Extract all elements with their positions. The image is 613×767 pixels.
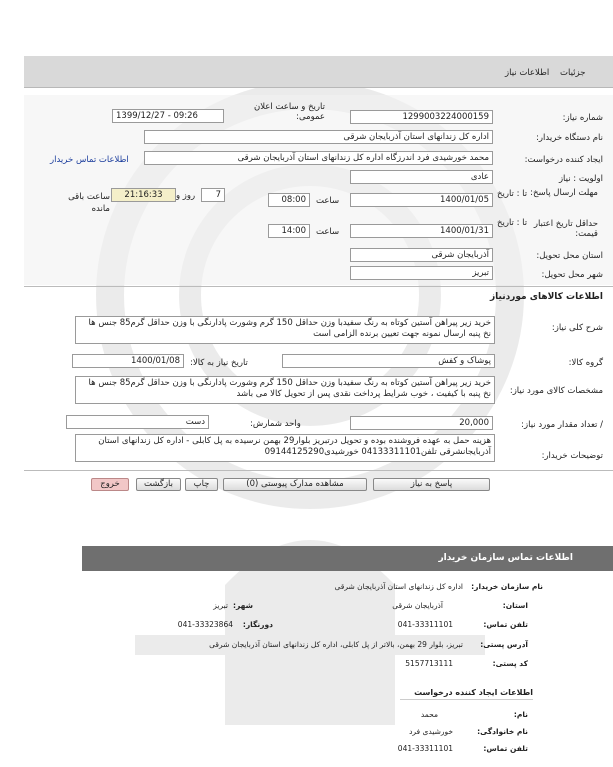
reply-button[interactable]: پاسخ به نیاز (373, 478, 490, 491)
buyer-org-field: اداره کل زندانهای استان آذربایجان شرقی (144, 130, 493, 144)
deadline-to-date-label: تا : تاریخ (497, 189, 528, 199)
creator-section-title: اطلاعات ایجاد کننده درخواست (414, 688, 533, 697)
contact-fax-label: دورنگار: (242, 620, 273, 629)
buyer-org-label: نام دستگاه خریدار: (536, 133, 603, 143)
validity-label: حداقل تاریخ اعتبار قیمت: (533, 219, 598, 239)
attachments-button[interactable]: مشاهده مدارک پیوستی (0) (223, 478, 367, 491)
province-field: آذربایجان شرقی (350, 248, 493, 262)
contact-phone-label: تلفن تماس: (483, 620, 528, 629)
deadline-time-field: 08:00 (268, 193, 310, 207)
validity-to-date-label: تا : تاریخ (497, 218, 528, 228)
creator-family-label: نام خانوادگی: (477, 727, 528, 736)
goods-spec-label: مشخصات کالای مورد نیاز: (509, 386, 603, 396)
creator-name-label: نام: (513, 710, 528, 719)
contact-address-label: آدرس پستی: (480, 640, 528, 649)
contact-buyer-link[interactable]: اطلاعات تماس خریدار (50, 155, 129, 165)
creator-family-value: خورشیدی فرد (409, 727, 453, 736)
contact-section-title: اطلاعات تماس سازمان خریدار (438, 553, 573, 563)
need-number-field: 1299003224000159 (350, 110, 493, 124)
city-label: شهر محل تحویل: (541, 270, 603, 280)
validity-time-field: 14:00 (268, 224, 310, 238)
creator-phone-value: 041-33311101 (397, 744, 453, 753)
remaining-label: ساعت باقی مانده (68, 192, 110, 214)
contact-postal-value: 5157713111 (405, 659, 453, 668)
need-number-label: شماره نیاز: (562, 113, 603, 123)
goods-group-label: گروه کالا: (568, 358, 603, 368)
contact-org-value: اداره کل زندانهای استان آذربایجان شرقی (334, 582, 463, 591)
contact-postal-label: کد پستی: (492, 659, 528, 668)
contact-phone-value: 041-33311101 (397, 620, 453, 629)
contact-city-label: شهر: (233, 601, 253, 610)
contact-province-label: استان: (502, 601, 528, 610)
announce-label: تاریخ و ساعت اعلان عمومی: (253, 102, 325, 122)
days-field: 7 (201, 188, 225, 202)
goods-divider (24, 286, 613, 287)
priority-field: عادی (350, 170, 493, 184)
announce-field: 1399/12/27 - 09:26 (112, 109, 224, 123)
unit-label: واحد شمارش: (250, 419, 301, 429)
creator-label: ایجاد کننده درخواست: (524, 155, 603, 165)
contact-address-value: تبریز، بلوار 29 بهمن، بالاتر از پل کابلی، اداره کل زندانهای استان آذربایجان شرقی (209, 640, 463, 649)
tab-need-info[interactable]: اطلاعات نیاز (505, 68, 550, 78)
notes-field: هزینه حمل به عهده فروشنده بوده و تحویل درتبریز بلوار29 بهمن نرسیده به پل کابلی - اداره کل زندانهای استان آذربایجانشرقی تلفن04133311101 خورشیدی09144125290 (75, 434, 495, 462)
back-button[interactable]: بازگشت (136, 478, 181, 491)
deadline-label: مهلت ارسال پاسخ: (530, 188, 598, 198)
province-label: استان محل تحویل: (536, 251, 603, 261)
goods-spec-field: خرید زیر پیراهن آستین کوتاه به رنگ سفیدبا وزن حداقل 150 گرم وشورت پادارنگی با وزن حداقل گرم85 جنس ها نخ پنبه با کیفیت ، خوب شرایط پرداخت نقدی پس از تحویل کالا می باشد (75, 376, 495, 404)
validity-time-label: ساعت (316, 227, 340, 237)
need-date-label: تاریخ نیاز به کالا: (190, 358, 248, 368)
notes-label: توضیحات خریدار: (541, 451, 603, 461)
creator-phone-label: تلفن تماس: (483, 744, 528, 753)
priority-label: اولویت : نیاز (558, 174, 603, 184)
creator-name-value: محمد (420, 710, 438, 719)
contact-province-value: آذربایجان شرقی (392, 601, 443, 610)
unit-field: دست (66, 415, 209, 429)
need-date-field: 1400/01/08 (72, 354, 184, 368)
remaining-time-field: 21:16:33 (111, 188, 176, 202)
contact-fax-value: 041-33323864 (177, 620, 233, 629)
validity-date-field: 1400/01/31 (350, 224, 493, 238)
contact-city-value: تبریز (213, 601, 228, 610)
deadline-time-label: ساعت (316, 196, 340, 206)
goods-desc-field: خرید زیر پیراهن آستین کوتاه به رنگ سفیدبا وزن حداقل 150 گرم وشورت پادارنگی با وزن حداقل گرم85 جنس ها نخ پنبه ارسال نمونه جهت تعیین برنده الزامی است (75, 316, 495, 344)
goods-section-title: اطلاعات کالاهای موردنیاز (489, 292, 603, 302)
buttons-divider (24, 470, 613, 471)
print-button[interactable]: چاپ (185, 478, 218, 491)
tab-details[interactable]: جزئیات (560, 68, 586, 78)
creator-divider (400, 699, 533, 700)
contact-org-label: نام سازمان خریدار: (471, 582, 543, 591)
goods-group-field: پوشاک و کفش (282, 354, 495, 368)
exit-button[interactable]: خروج (91, 478, 129, 491)
city-field: تبریز (350, 266, 493, 280)
deadline-date-field: 1400/01/05 (350, 193, 493, 207)
qty-field: 20,000 (350, 416, 493, 430)
days-label: روز و (176, 191, 196, 201)
goods-desc-label: شرح کلی نیاز: (551, 323, 603, 333)
qty-label: / تعداد مقدار مورد نیاز: (521, 420, 603, 430)
creator-field: محمد خورشیدی فرد اندرزگاه اداره کل زندانهای استان آذربایجان شرقی (144, 151, 493, 165)
